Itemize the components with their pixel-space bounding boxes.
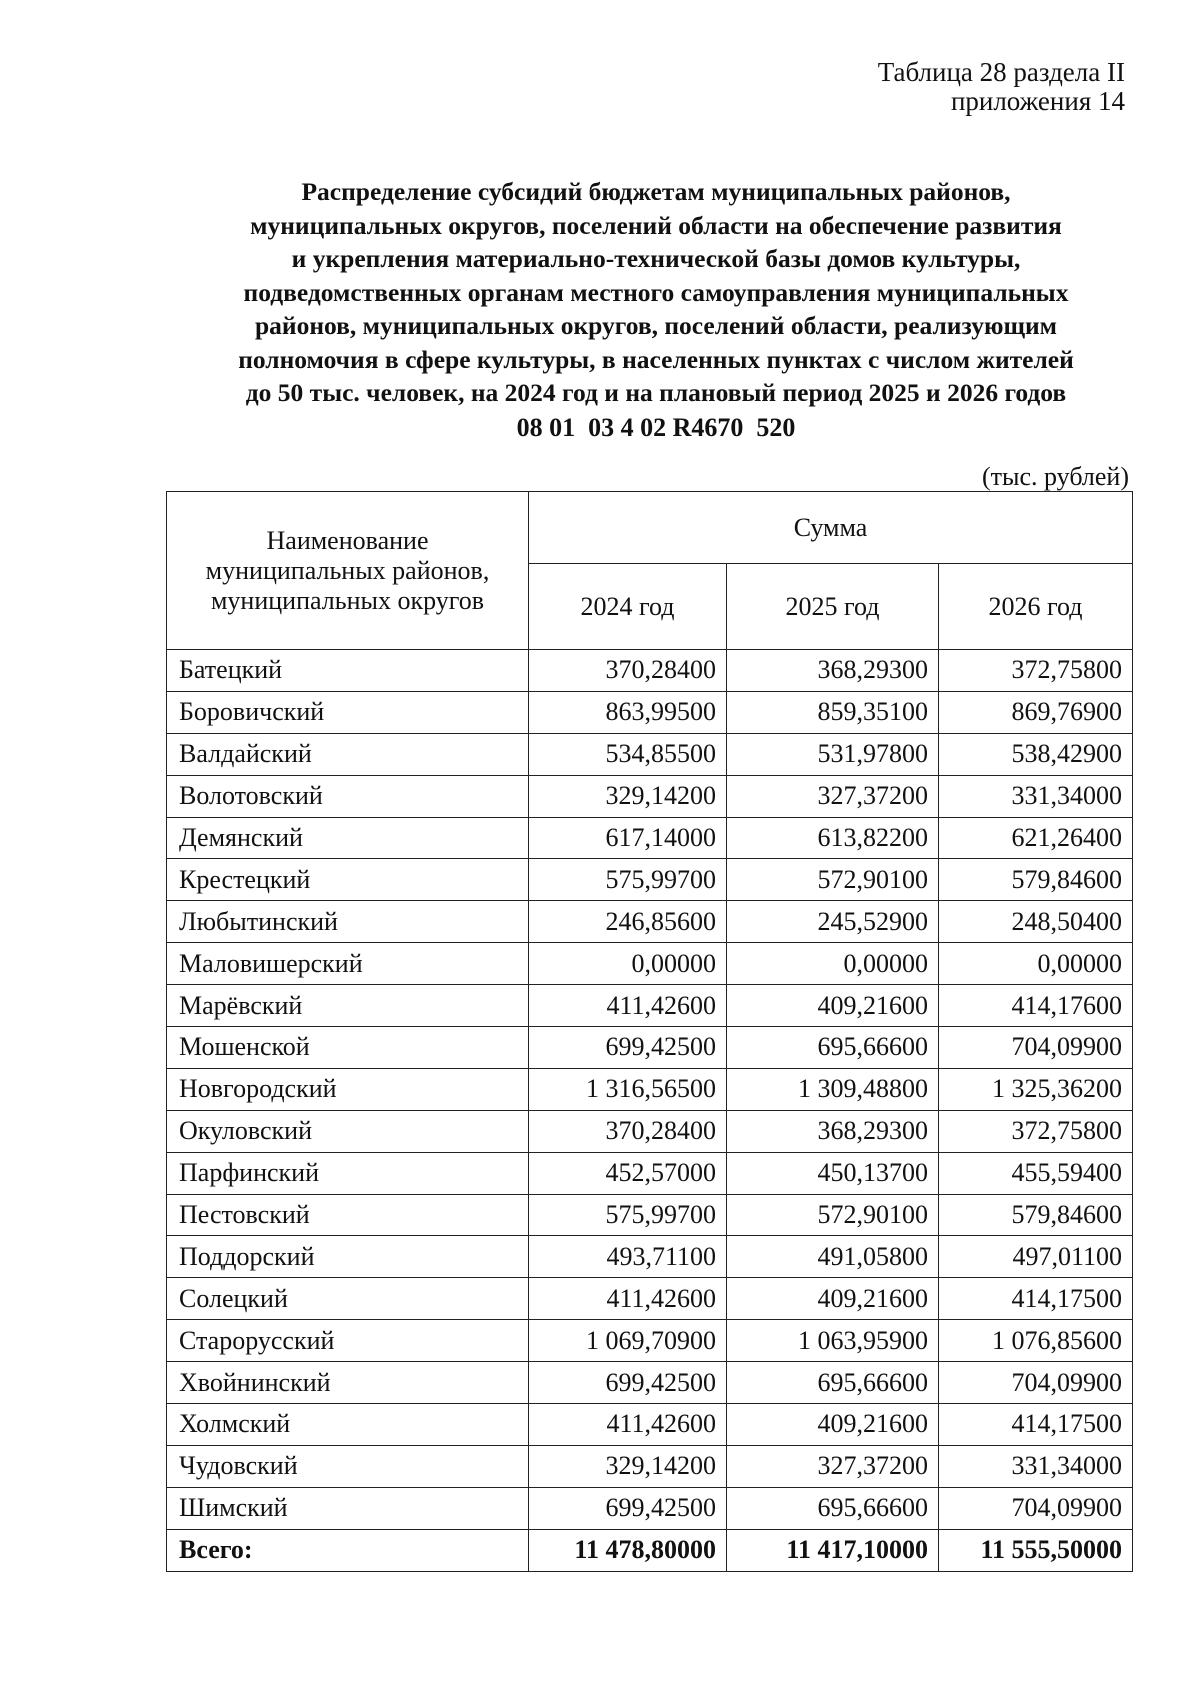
amount-2025: 368,29300 bbox=[727, 650, 939, 692]
district-name: Любытинский bbox=[167, 901, 529, 943]
total-label: Всего: bbox=[167, 1529, 529, 1571]
district-name: Батецкий bbox=[167, 650, 529, 692]
amount-2024: 0,00000 bbox=[529, 943, 727, 985]
district-name: Волотовский bbox=[167, 775, 529, 817]
title-line: и укрепления материально-технической базы домов культуры, bbox=[291, 244, 1021, 273]
amount-2025: 531,97800 bbox=[727, 733, 939, 775]
units-label: (тыс. рублей) bbox=[981, 462, 1129, 491]
district-name: Хвойнинский bbox=[167, 1362, 529, 1404]
amount-2024: 246,85600 bbox=[529, 901, 727, 943]
amount-2024: 699,42500 bbox=[529, 1362, 727, 1404]
amount-2025: 491,05800 bbox=[727, 1236, 939, 1278]
amount-2024: 411,42600 bbox=[529, 985, 727, 1027]
table-row bbox=[167, 1068, 1133, 1110]
amount-2026: 621,26400 bbox=[939, 817, 1133, 859]
table-row bbox=[167, 691, 1133, 733]
amount-2025: 0,00000 bbox=[727, 943, 939, 985]
amount-2024: 370,28400 bbox=[529, 650, 727, 692]
table-row bbox=[167, 985, 1133, 1027]
amount-2024: 575,99700 bbox=[529, 1194, 727, 1236]
district-name: Парфинский bbox=[167, 1152, 529, 1194]
amount-2026: 1 076,85600 bbox=[939, 1320, 1133, 1362]
table-body bbox=[167, 650, 1133, 1572]
amount-2025: 859,35100 bbox=[727, 691, 939, 733]
table-header-row bbox=[167, 492, 1133, 564]
table-row bbox=[167, 1445, 1133, 1487]
column-header-name: Наименование муниципальных районов, муниципальных округов bbox=[167, 492, 529, 650]
amount-2025: 245,52900 bbox=[727, 901, 939, 943]
amount-2026: 704,09900 bbox=[939, 1487, 1133, 1529]
title-line: Распределение субсидий бюджетам муниципальных районов, bbox=[301, 177, 1011, 206]
amount-2025: 695,66600 bbox=[727, 1027, 939, 1069]
total-amount-2026: 11 555,50000 bbox=[939, 1529, 1133, 1571]
table-row bbox=[167, 1194, 1133, 1236]
amount-2024: 411,42600 bbox=[529, 1404, 727, 1446]
amount-2025: 572,90100 bbox=[727, 859, 939, 901]
amount-2025: 695,66600 bbox=[727, 1487, 939, 1529]
amount-2026: 331,34000 bbox=[939, 775, 1133, 817]
title-line: полномочия в сфере культуры, в населенных пунктах с числом жителей bbox=[238, 344, 1074, 374]
district-name: Окуловский bbox=[167, 1110, 529, 1152]
amount-2024: 1 316,56500 bbox=[529, 1068, 727, 1110]
amount-2025: 409,21600 bbox=[727, 985, 939, 1027]
table-row bbox=[167, 1404, 1133, 1446]
table-row bbox=[167, 1236, 1133, 1278]
amount-2024: 411,42600 bbox=[529, 1278, 727, 1320]
table-row bbox=[167, 1487, 1133, 1529]
amount-2026: 455,59400 bbox=[939, 1152, 1133, 1194]
district-name: Шимский bbox=[167, 1487, 529, 1529]
column-header-sum: Сумма bbox=[529, 492, 1133, 564]
table-reference-line-2: приложения 14 bbox=[950, 86, 1125, 116]
amount-2026: 414,17500 bbox=[939, 1278, 1133, 1320]
budget-classification-code: 08 01 03 4 02 R4670 520 bbox=[516, 413, 796, 442]
amount-2026: 869,76900 bbox=[939, 691, 1133, 733]
amount-2024: 329,14200 bbox=[529, 775, 727, 817]
district-name: Новгородский bbox=[167, 1068, 529, 1110]
column-header-2024: 2024 год bbox=[529, 564, 727, 650]
title-line: до 50 тыс. человек, на 2024 год и на плановый период 2025 и 2026 годов bbox=[245, 378, 1067, 407]
amount-2025: 327,37200 bbox=[727, 1445, 939, 1487]
district-name: Валдайский bbox=[167, 733, 529, 775]
amount-2024: 575,99700 bbox=[529, 859, 727, 901]
amount-2025: 368,29300 bbox=[727, 1110, 939, 1152]
amount-2025: 572,90100 bbox=[727, 1194, 939, 1236]
table-reference bbox=[878, 58, 1125, 116]
table-row bbox=[167, 1362, 1133, 1404]
document-title bbox=[165, 175, 1147, 410]
amount-2026: 497,01100 bbox=[939, 1236, 1133, 1278]
title-line: районов, муниципальных округов, поселений области, реализующим bbox=[254, 311, 1058, 340]
table-row bbox=[167, 1320, 1133, 1362]
district-name: Солецкий bbox=[167, 1278, 529, 1320]
amount-2026: 579,84600 bbox=[939, 1194, 1133, 1236]
amount-2026: 1 325,36200 bbox=[939, 1068, 1133, 1110]
district-name: Чудовский bbox=[167, 1445, 529, 1487]
amount-2024: 617,14000 bbox=[529, 817, 727, 859]
table-row bbox=[167, 733, 1133, 775]
amount-2026: 331,34000 bbox=[939, 1445, 1133, 1487]
total-amount-2025: 11 417,10000 bbox=[727, 1529, 939, 1571]
table-row bbox=[167, 650, 1133, 692]
subsidy-distribution-table bbox=[166, 491, 1133, 1572]
amount-2025: 695,66600 bbox=[727, 1362, 939, 1404]
amount-2024: 534,85500 bbox=[529, 733, 727, 775]
table-reference-line-1: Таблица 28 раздела II bbox=[877, 57, 1125, 87]
amount-2025: 409,21600 bbox=[727, 1278, 939, 1320]
amount-2026: 372,75800 bbox=[939, 1110, 1133, 1152]
district-name: Маловишерский bbox=[167, 943, 529, 985]
district-name: Демянский bbox=[167, 817, 529, 859]
table-row bbox=[167, 817, 1133, 859]
total-amount-2024: 11 478,80000 bbox=[529, 1529, 727, 1571]
amount-2026: 248,50400 bbox=[939, 901, 1133, 943]
amount-2024: 452,57000 bbox=[529, 1152, 727, 1194]
amount-2024: 493,71100 bbox=[529, 1236, 727, 1278]
amount-2025: 1 309,48800 bbox=[727, 1068, 939, 1110]
table-row bbox=[167, 943, 1133, 985]
column-header-2026: 2026 год bbox=[939, 564, 1133, 650]
amount-2025: 613,82200 bbox=[727, 817, 939, 859]
title-line: подведомственных органам местного самоуправления муниципальных bbox=[243, 277, 1069, 307]
amount-2025: 450,13700 bbox=[727, 1152, 939, 1194]
amount-2026: 414,17600 bbox=[939, 985, 1133, 1027]
amount-2025: 327,37200 bbox=[727, 775, 939, 817]
amount-2026: 372,75800 bbox=[939, 650, 1133, 692]
district-name: Пестовский bbox=[167, 1194, 529, 1236]
amount-2024: 699,42500 bbox=[529, 1027, 727, 1069]
table-row bbox=[167, 901, 1133, 943]
district-name: Марёвский bbox=[167, 985, 529, 1027]
table-row bbox=[167, 1027, 1133, 1069]
table-row bbox=[167, 775, 1133, 817]
table-row bbox=[167, 1152, 1133, 1194]
district-name: Боровичский bbox=[167, 691, 529, 733]
table-row bbox=[167, 1110, 1133, 1152]
column-header-2025: 2025 год bbox=[727, 564, 939, 650]
amount-2026: 704,09900 bbox=[939, 1027, 1133, 1069]
amount-2024: 329,14200 bbox=[529, 1445, 727, 1487]
table-total-row bbox=[167, 1529, 1133, 1571]
table-row bbox=[167, 859, 1133, 901]
district-name: Старорусский bbox=[167, 1320, 529, 1362]
amount-2025: 409,21600 bbox=[727, 1404, 939, 1446]
amount-2024: 370,28400 bbox=[529, 1110, 727, 1152]
amount-2026: 538,42900 bbox=[939, 733, 1133, 775]
amount-2026: 0,00000 bbox=[939, 943, 1133, 985]
district-name: Поддорский bbox=[167, 1236, 529, 1278]
title-line: муниципальных округов, поселений области на обеспечение развития bbox=[250, 210, 1062, 240]
district-name: Холмский bbox=[167, 1404, 529, 1446]
amount-2026: 414,17500 bbox=[939, 1404, 1133, 1446]
amount-2025: 1 063,95900 bbox=[727, 1320, 939, 1362]
amount-2024: 863,99500 bbox=[529, 691, 727, 733]
amount-2024: 699,42500 bbox=[529, 1487, 727, 1529]
amount-2026: 704,09900 bbox=[939, 1362, 1133, 1404]
amount-2024: 1 069,70900 bbox=[529, 1320, 727, 1362]
amount-2026: 579,84600 bbox=[939, 859, 1133, 901]
table-row bbox=[167, 1278, 1133, 1320]
district-name: Мошенской bbox=[167, 1027, 529, 1069]
district-name: Крестецкий bbox=[167, 859, 529, 901]
